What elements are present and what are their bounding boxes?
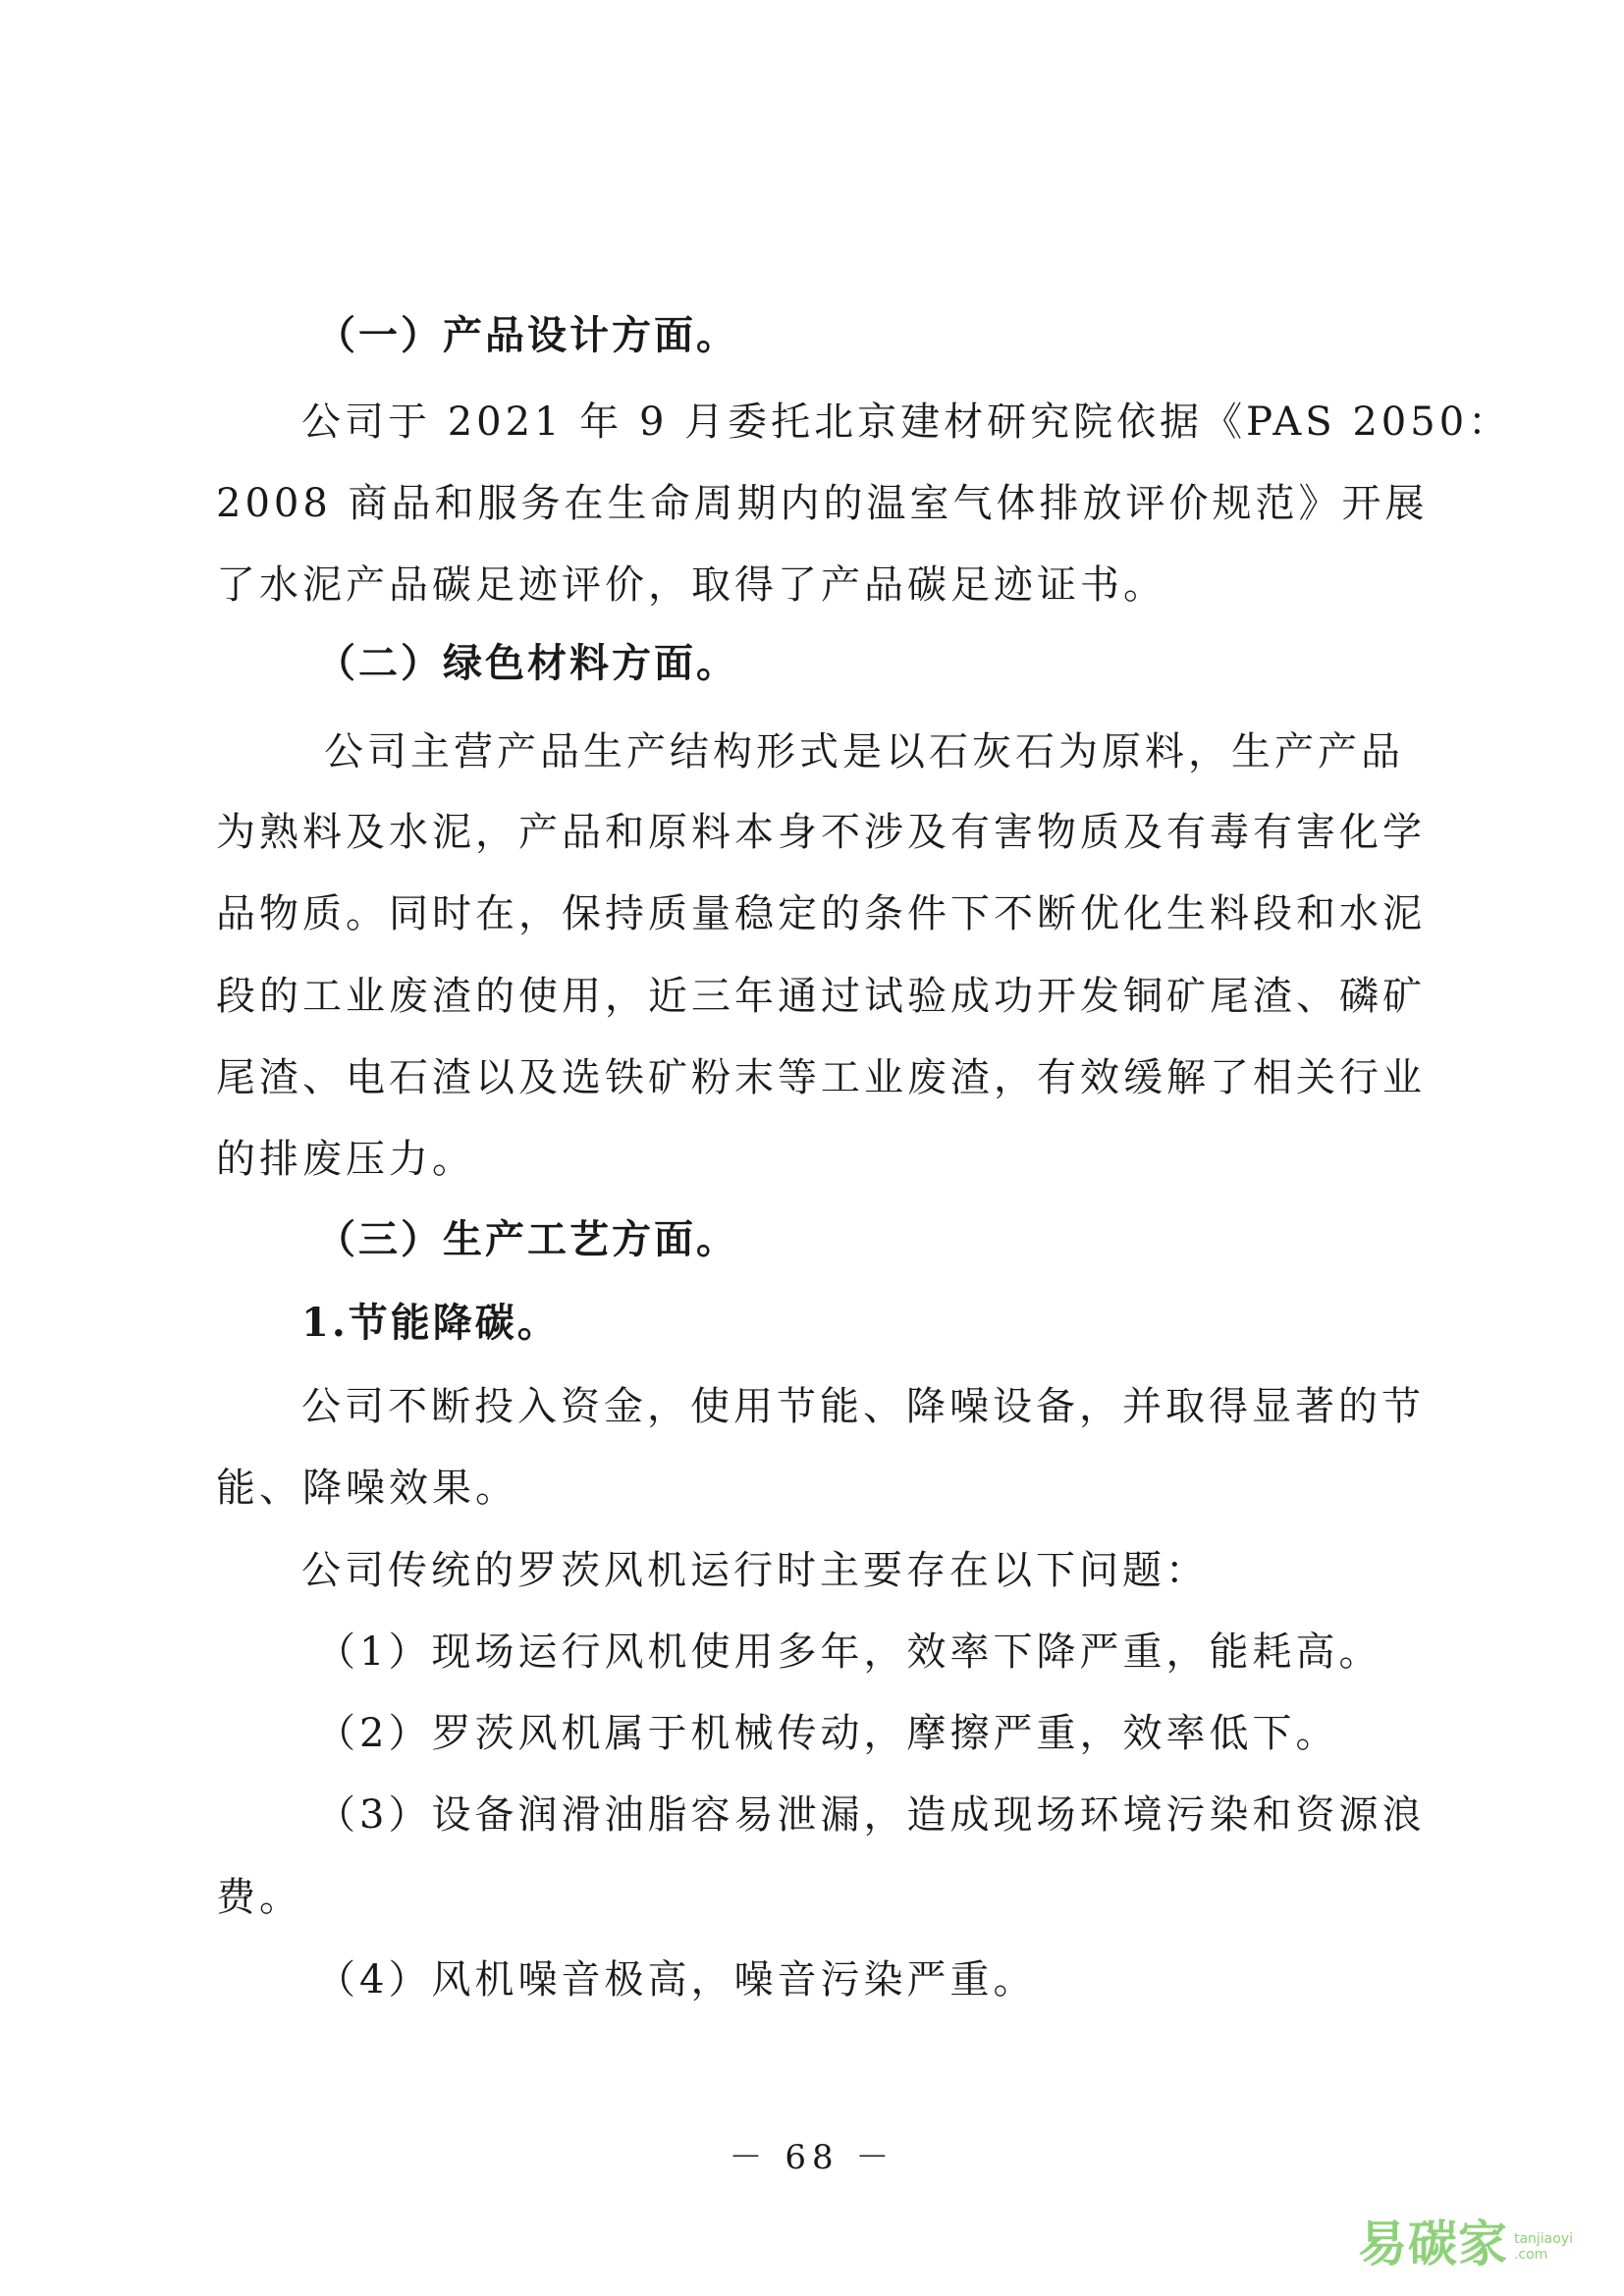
paragraph-line: 公司传统的罗茨风机运行时主要存在以下问题： <box>301 1548 1209 1593</box>
paragraph-line: 为熟料及水泥，产品和原料本身不涉及有害物质及有毒有害化学 <box>216 810 1426 855</box>
page-number: － 68 － <box>729 2138 895 2177</box>
paragraph-line: 公司于 2021 年 9 月委托北京建材研究院依据《PAS 2050： <box>301 400 1512 445</box>
paragraph-line: 公司不断投入资金，使用节能、降噪设备，并取得显著的节 <box>301 1384 1425 1429</box>
watermark-brand: 易碳家 <box>1357 2216 1508 2272</box>
list-item: （4）风机噪音极高，噪音污染严重。 <box>316 1957 1037 2002</box>
paragraph-line: 品物质。同时在，保持质量稳定的条件下不断优化生料段和水泥 <box>216 891 1426 936</box>
heading-product-design: （一）产品设计方面。 <box>316 312 738 358</box>
paragraph-line: 2008 商品和服务在生命周期内的温室气体排放评价规范》开展 <box>216 481 1429 526</box>
watermark-domain-top: tanjiaoyi <box>1513 2231 1573 2248</box>
paragraph-line: 了水泥产品碳足迹评价，取得了产品碳足迹证书。 <box>216 562 1166 608</box>
heading-production-process: （三）生产工艺方面。 <box>316 1216 738 1262</box>
paragraph-line: 尾渣、电石渣以及选铁矿粉末等工业废渣，有效缓解了相关行业 <box>216 1055 1426 1100</box>
list-item: （2）罗茨风机属于机械传动，摩擦严重，效率低下。 <box>316 1711 1339 1756</box>
watermark-logo <box>1357 2216 1573 2272</box>
paragraph-line: 能、降噪效果。 <box>216 1466 518 1511</box>
watermark-domain-bottom: .com <box>1513 2246 1548 2263</box>
paragraph-line: 公司主营产品生产结构形式是以石灰石为原料，生产产品 <box>324 729 1404 774</box>
subheading-energy-saving: 1.节能降碳。 <box>301 1300 560 1346</box>
paragraph-line: 的排废压力。 <box>216 1137 475 1182</box>
paragraph-line: 段的工业废渣的使用，近三年通过试验成功开发铜矿尾渣、磷矿 <box>216 974 1426 1019</box>
list-item: （3）设备润滑油脂容易泄漏，造成现场环境污染和资源浪 <box>316 1792 1426 1838</box>
list-item-continuation: 费。 <box>216 1875 302 1920</box>
list-item: （1）现场运行风机使用多年，效率下降严重，能耗高。 <box>316 1629 1382 1675</box>
watermark-domain <box>1514 2232 1573 2263</box>
heading-green-materials: （二）绿色材料方面。 <box>316 640 738 686</box>
